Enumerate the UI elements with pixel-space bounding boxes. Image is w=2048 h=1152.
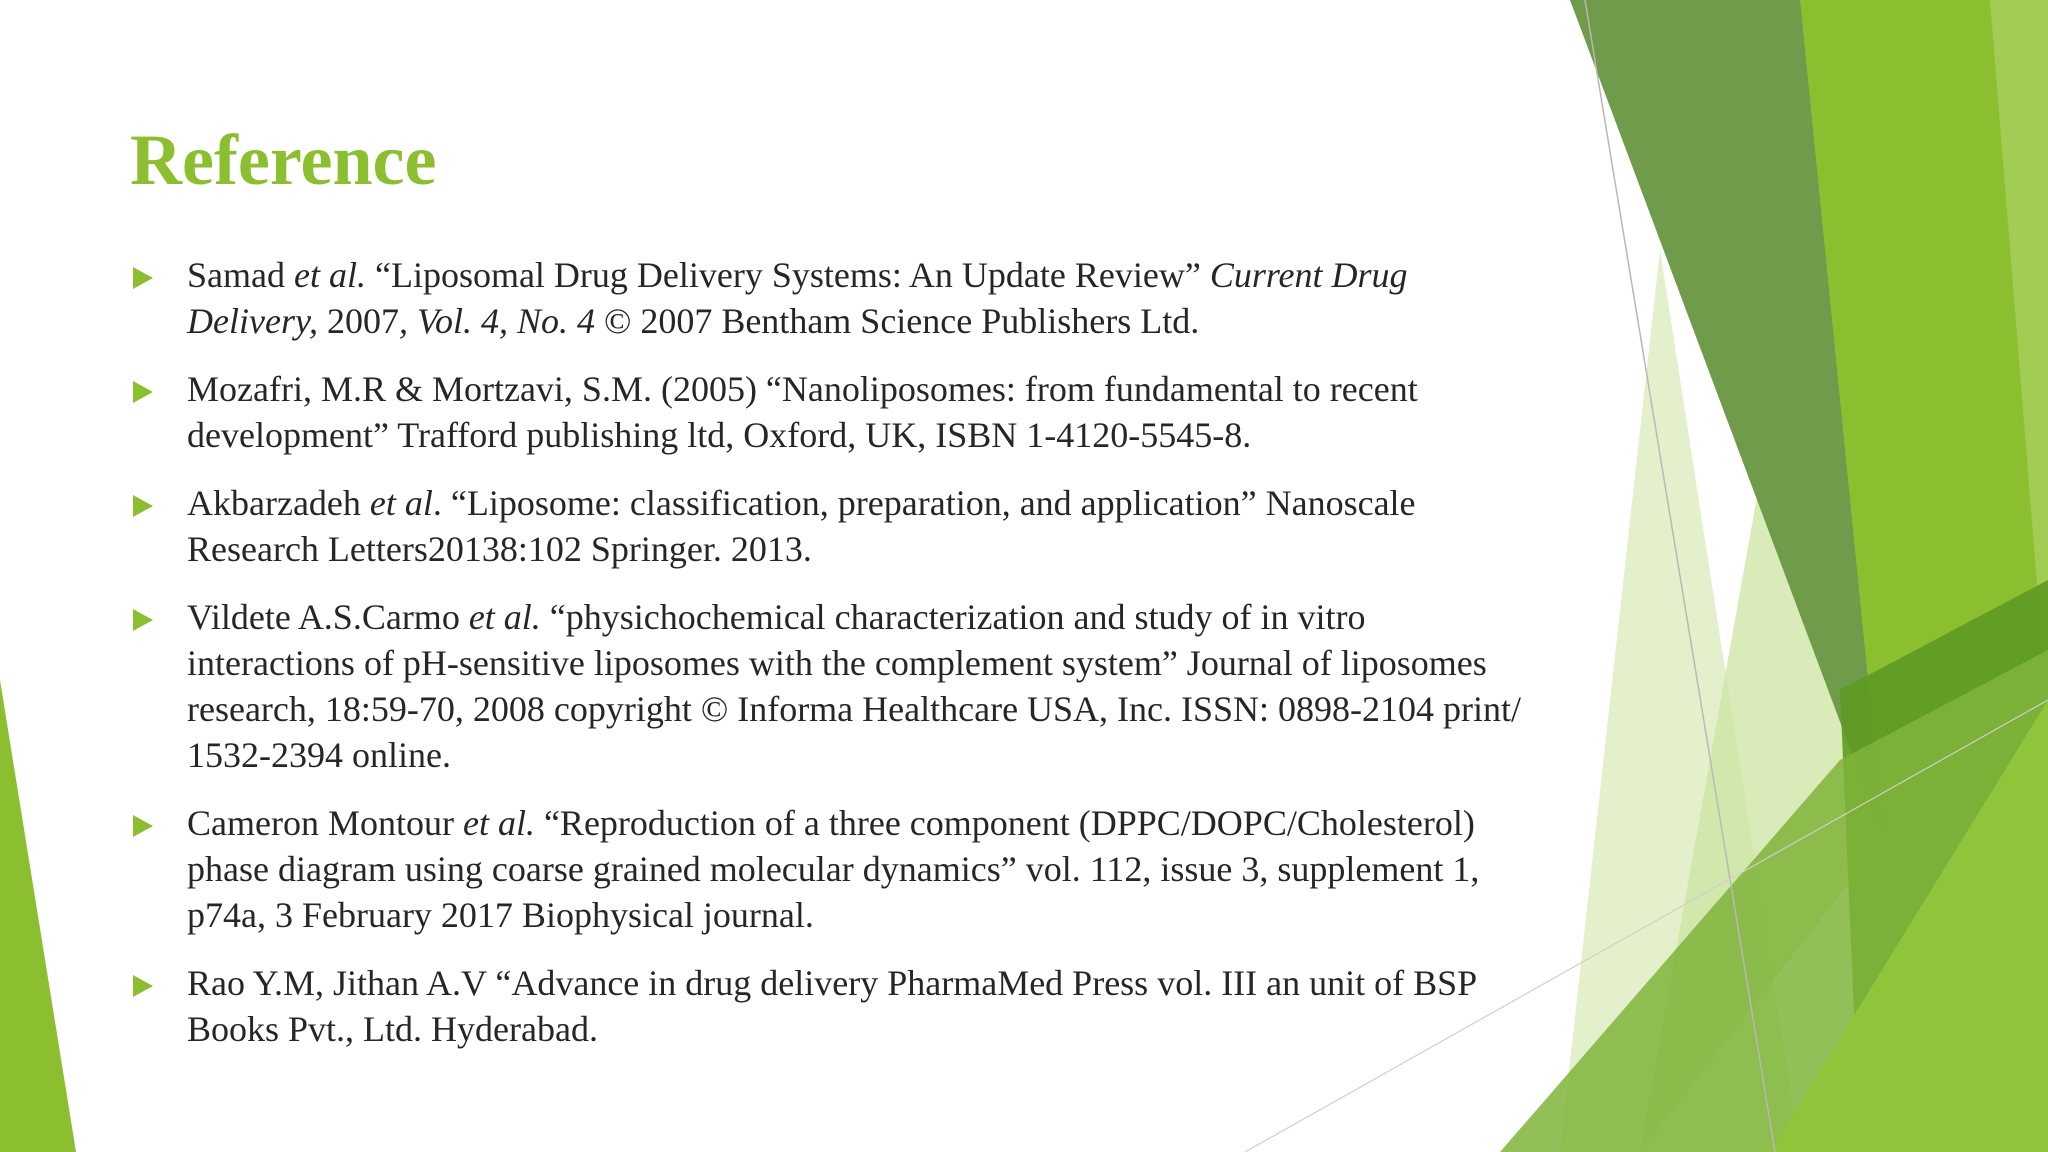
reference-segment: Vildete A.S.Carmo bbox=[187, 597, 469, 637]
reference-list bbox=[130, 252, 1530, 1074]
reference-text bbox=[187, 480, 1530, 572]
reference-segment-italic: et al. bbox=[462, 803, 535, 843]
reference-segment-italic: et al. bbox=[293, 255, 366, 295]
reference-text bbox=[187, 960, 1530, 1052]
reference-segment: Samad bbox=[187, 255, 294, 295]
reference-segment: 2007 bbox=[317, 301, 399, 341]
list-item bbox=[130, 366, 1530, 458]
reference-segment: “Reproduction of a three component (DPPC/DOPC/Cholesterol) phase diagram using coarse grained molecular dynamics” vol. 112, issue 3, supplement 1, p74a, 3 February 2017 Biophysical journal. bbox=[187, 803, 1480, 935]
triangle-right-icon bbox=[133, 609, 153, 631]
reference-text bbox=[187, 366, 1530, 458]
list-item bbox=[130, 960, 1530, 1052]
reference-segment-italic: et al. bbox=[468, 597, 541, 637]
triangle-right-icon bbox=[133, 815, 153, 837]
decor-shape-left-stripe bbox=[0, 680, 76, 1152]
triangle-right-icon bbox=[133, 267, 153, 289]
reference-segment: “physichochemical characterization and study of in vitro interactions of pH-sensitive liposomes with the complement system” Journal of liposomes research, 18:59-70, 2008 copyright © Informa Healthcare USA, Inc. ISSN: 0898-2104 print/ 1532-2394 online. bbox=[187, 597, 1522, 775]
list-item bbox=[130, 252, 1530, 344]
reference-segment: Akbarzadeh bbox=[187, 483, 370, 523]
reference-text bbox=[187, 252, 1530, 344]
reference-segment: “Liposomal Drug Delivery Systems: An Update Review” bbox=[365, 255, 1210, 295]
list-item bbox=[130, 594, 1530, 778]
list-item bbox=[130, 800, 1530, 938]
reference-segment: © 2007 Bentham Science Publishers Ltd. bbox=[594, 301, 1200, 341]
reference-segment-italic: Current Drug Delivery, bbox=[187, 255, 1408, 341]
list-item bbox=[130, 480, 1530, 572]
reference-segment: . “Liposome: classification, preparation, and application” Nanoscale Research Letters20138:102 Springer. 2013. bbox=[187, 483, 1416, 569]
reference-segment: Cameron Montour bbox=[187, 803, 463, 843]
reference-segment: Rao Y.M, Jithan A.V “Advance in drug delivery PharmaMed Press vol. III an unit of BSP Books Pvt., Ltd. Hyderabad. bbox=[187, 963, 1476, 1049]
triangle-right-icon bbox=[133, 975, 153, 997]
reference-segment: Mozafri, M.R & Mortzavi, S.M. (2005) “Nanoliposomes: from fundamental to recent development” Trafford publishing ltd, Oxford, UK, ISBN 1-4120-5545-8. bbox=[187, 369, 1418, 455]
reference-segment-italic: , Vol. 4, No. 4 bbox=[398, 301, 595, 341]
slide-title: Reference bbox=[130, 120, 437, 200]
triangle-right-icon bbox=[133, 381, 153, 403]
triangle-right-icon bbox=[133, 495, 153, 517]
reference-segment-italic: et al bbox=[369, 483, 433, 523]
reference-text bbox=[187, 594, 1530, 778]
reference-text bbox=[187, 800, 1530, 938]
